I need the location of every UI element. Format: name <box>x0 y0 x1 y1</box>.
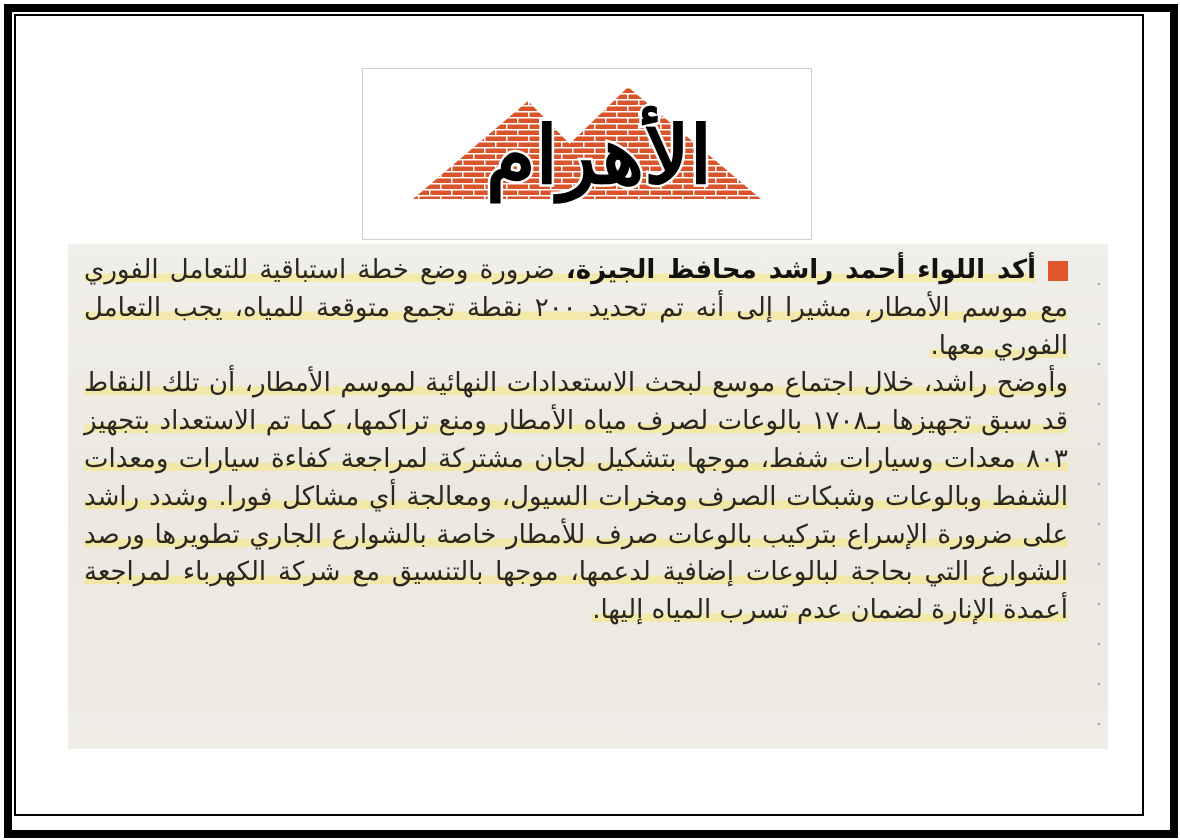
article-text-2: وأوضح راشد، خلال اجتماع موسع لبحث الاستعدادات النهائية لموسم الأمطار، أن تلك النقاط قد سبق تجهيزها بـ١٧٠٨ بالوعات لصرف مياه الأمطار ومنع تراكمها، كما تم الاستعداد بتجهيز ٨٠٣ معدات وسيارات شفط، موجها بتشكيل لجان مشتركة لمراجعة كفاءة سيارات ومعدات الشفط وبالوعات وشبكات الصرف ومخرات السيول، ومعالجة أي مشاكل فورا. وشدد راشد على ضرورة الإسراع بتركيب بالوعات صرف للأمطار خاصة بالشوارع الجاري تطويرها ورصد الشوارع التي بحاجة لبالوعات إضافية لدعمها، موجها بالتنسيق مع شركة الكهرباء لمراجعة أعمدة الإنارة لضمان عدم تسرب المياه إليها. <box>84 368 1068 626</box>
masthead <box>362 68 812 240</box>
margin-dots <box>1094 264 1104 734</box>
masthead-title: الأهرام <box>486 108 712 202</box>
article-body <box>84 252 1068 630</box>
article-lead: أكد اللواء أحمد راشد محافظ الجيزة، <box>565 255 1037 285</box>
article-text-1: ضرورة وضع خطة استباقية للتعامل الفوري مع موسم الأمطار، مشيرا إلى أنه تم تحديد ٢٠٠ نقطة تجمع متوقعة للمياه، يجب التعامل الفوري معها. <box>84 255 1068 361</box>
article-paragraph-2 <box>84 365 1068 630</box>
square-bullet-icon <box>1048 261 1068 281</box>
al-ahram-logo <box>363 69 811 239</box>
news-clipping <box>68 244 1108 749</box>
article-paragraph-1 <box>84 252 1068 365</box>
